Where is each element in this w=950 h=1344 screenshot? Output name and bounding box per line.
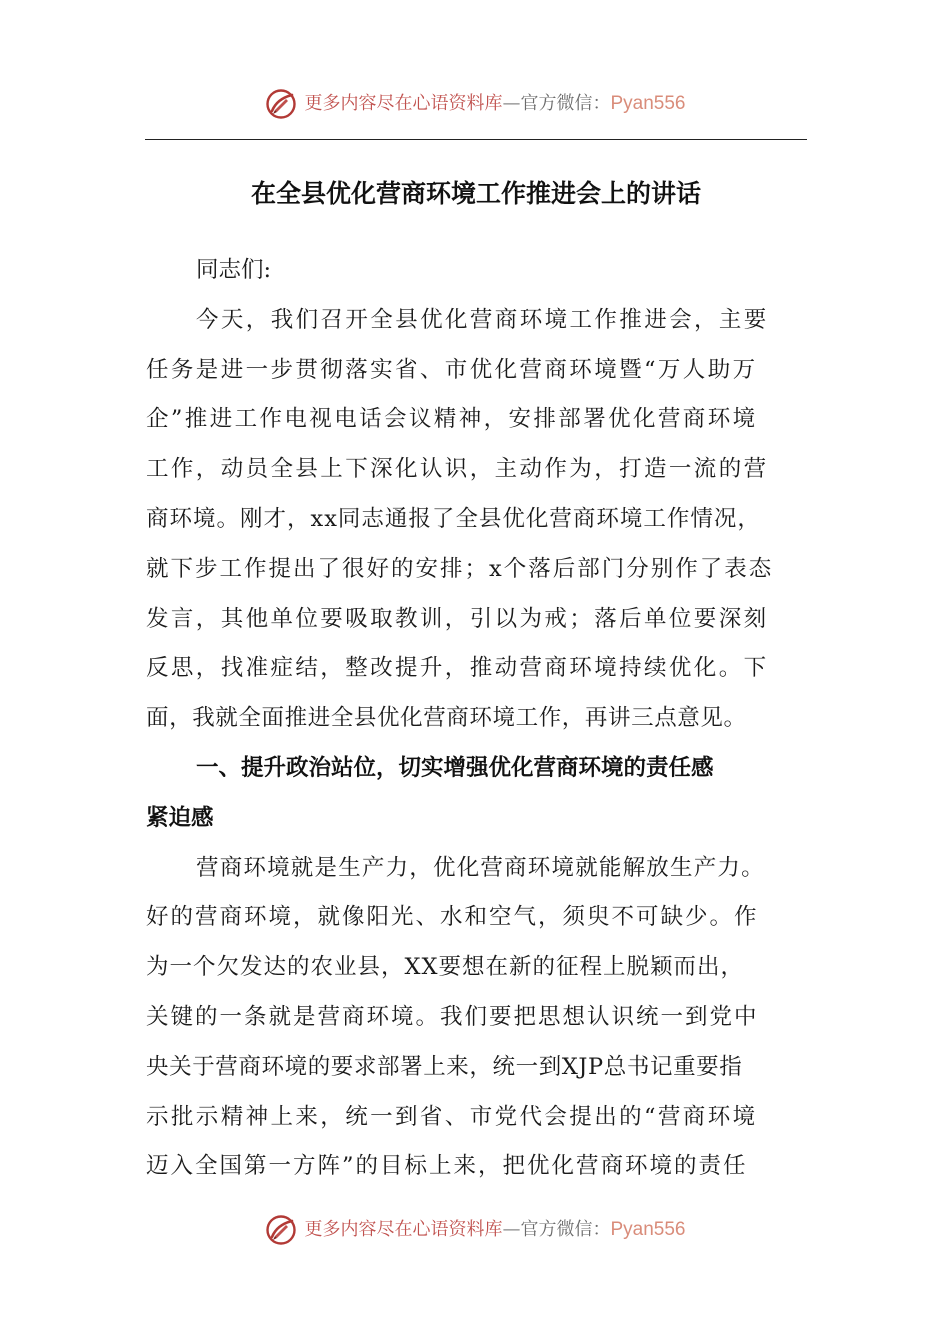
body-text-line: 同志们:: [196, 257, 272, 283]
body-text-line: 示批示精神上来，统一到省、市党代会提出的“营商环境: [146, 1103, 758, 1130]
document-title: 在全县优化营商环境工作推进会上的讲话: [250, 179, 701, 208]
body-text-line: 工作，动员全县上下深化认识，主动作为，打造一流的营: [146, 456, 769, 483]
body-text-line: 发言，其他单位要吸取教训，引以为戒；落后单位要深刻: [146, 605, 769, 632]
body-text-line: 面，我就全面推进全县优化营商环境工作，再讲三点意见。: [146, 705, 747, 732]
body-text-line: 商环境。刚才，xx同志通报了全县优化营商环境工作情况，: [146, 505, 761, 532]
body-text-line: 今天，我们召开全县优化营商环境工作推进会，主要: [196, 306, 769, 333]
body-text-line: 就下步工作提出了很好的安排；x个落后部门分别作了表态: [146, 555, 774, 582]
section-heading-line: 一、提升政治站位，切实增强优化营商环境的责任感: [196, 754, 714, 781]
banner-dash: —: [502, 93, 521, 114]
body-text-line: 企”推进工作电视电话会议精神，安排部署优化营商环境: [146, 406, 758, 433]
banner-wechat-label: 官方微信：: [520, 93, 611, 114]
document-body: [146, 246, 808, 1192]
banner-wechat-label: 官方微信：: [520, 1219, 611, 1240]
body-text-line: 任务是进一步贯彻落实省、市优化营商环境暨“万人助万: [146, 356, 758, 383]
body-text-line: 为一个欠发达的农业县，XX要想在新的征程上脱颖而出，: [146, 954, 745, 981]
banner-lead-text: 更多内容尽在心语资料库: [304, 1219, 503, 1240]
banner-wechat-id: Pyan556: [610, 93, 686, 114]
pen-logo-icon: [264, 87, 298, 121]
banner-lead-text: 更多内容尽在心语资料库: [304, 93, 503, 114]
pen-logo-icon: [264, 1213, 298, 1247]
banner-dash: —: [502, 1219, 521, 1240]
banner-wechat-id: Pyan556: [610, 1219, 686, 1240]
body-text-line: 央关于营商环境的要求部署上来，统一到XJP总书记重要指: [146, 1053, 743, 1080]
header-banner: [0, 84, 950, 124]
body-text-line: 迈入全国第一方阵”的目标上来，把优化营商环境的责任: [146, 1153, 748, 1180]
body-text-line: 好的营商环境，就像阳光、水和空气，须臾不可缺少。作: [146, 904, 759, 931]
body-text-line: 关键的一条就是营商环境。我们要把思想认识统一到党中: [146, 1003, 759, 1030]
body-text-line: 反思，找准症结，整改提升，推动营商环境持续优化。下: [146, 655, 769, 682]
header-divider: [145, 139, 807, 140]
section-heading-line: 紧迫感: [146, 804, 214, 831]
body-text-line: 营商环境就是生产力，优化营商环境就能解放生产力。: [196, 854, 765, 881]
footer-banner: [0, 1210, 950, 1250]
